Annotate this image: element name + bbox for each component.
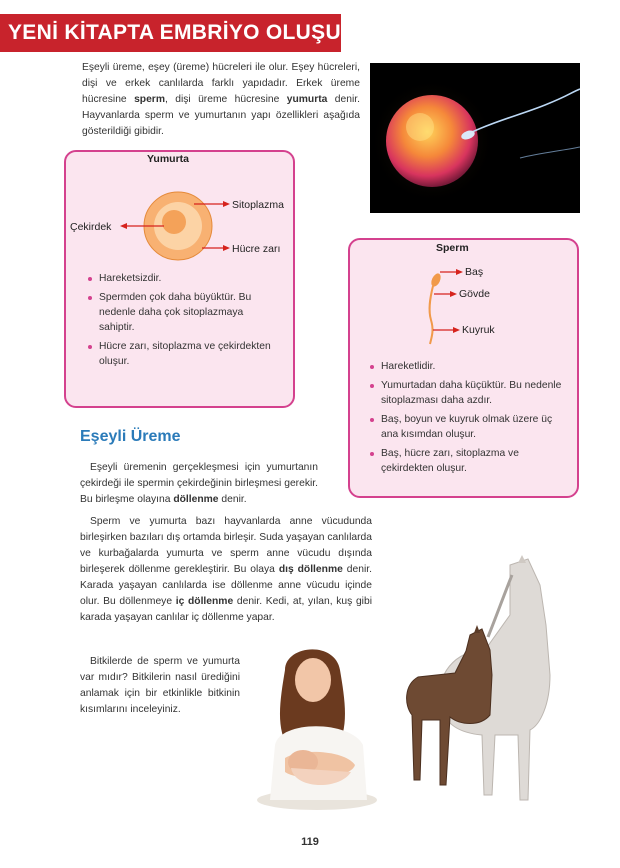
list-item: Hareketlidir. — [370, 359, 568, 374]
horses-photo — [400, 555, 560, 815]
chapter-banner: YENİ KİTAPTA EMBRİYO OLUŞUMU — [0, 14, 341, 52]
egg-bullet-list — [88, 271, 273, 373]
section-paragraph-3: Bitkilerde de sperm ve yumurta var mıdır? Bitkilerin nasıl ürediğini anlamak için bir etkinlikle bitkinin kısımlarını inceleyiniz. — [80, 656, 240, 715]
list-item: Hücre zarı, sitoplazma ve çekirdekten oluşur. — [88, 339, 273, 369]
label-head: Baş — [465, 266, 484, 278]
mother-baby-photo — [255, 640, 385, 810]
egg-box-title: Yumurta — [147, 153, 190, 165]
list-item: Baş, hücre zarı, sitoplazma ve çekirdekten oluşur. — [370, 446, 568, 476]
sperm-box-title: Sperm — [436, 242, 469, 254]
section-heading: Eşeyli Üreme — [80, 428, 181, 445]
label-body: Gövde — [459, 288, 490, 300]
label-cell-membrane: Hücre zarı — [232, 243, 281, 255]
page-number: 119 — [301, 836, 319, 848]
section-paragraph-1: Eşeyli üremenin gerçekleşmesi için yumurtanın çekirdeği ile spermin çekirdeğinin birleşmesi gerekir. Bu birleşme olayına döllenme denir. — [80, 462, 318, 505]
intro-paragraph: Eşeyli üreme, eşey (üreme) hücreleri ile olur. Eşey hücreleri, dişi ve erkek canlılarda farklı yapıdadır. Erkek üreme hücresine sperm, dişi üreme hücresine yumurta denir. Hayvanlarda sperm ve yumurtanın yapı özellikleri aşağıda gösterildiği gibidir. — [82, 62, 360, 137]
label-tail: Kuyruk — [462, 324, 495, 336]
list-item: Hareketsizdir. — [88, 271, 273, 286]
fertilization-photo — [370, 63, 580, 213]
list-item: Spermden çok daha büyüktür. Bu nedenle daha çok sitoplazmaya sahiptir. — [88, 290, 273, 335]
label-nucleus: Çekirdek — [70, 221, 112, 233]
label-cytoplasm: Sitoplazma — [232, 199, 284, 211]
section-paragraph-2: Sperm ve yumurta bazı hayvanlarda anne vücudunda birleşirken bazıları dış ortamda birleşir. Suda yaşayan canlılarda ve kurbağalarda yumurta ve sperm anne vücudu dışında birleşerek döllenme gerekleştirir. Bu olaya dış döllenme denir. Karada yaşayan canlılarda ise döllenme anne vücudu içinde olur. Bu döllenmeye iç döllenme denir. Kedi, at, yılan, kuş gibi karada yaşayan canlılar iç döllenme yapar. — [80, 516, 372, 623]
list-item: Yumurtadan daha küçüktür. Bu nedenle sitoplazması daha azdır. — [370, 378, 568, 408]
sperm-bullet-list — [370, 359, 568, 480]
list-item: Baş, boyun ve kuyruk olmak üzere üç ana kısımdan oluşur. — [370, 412, 568, 442]
